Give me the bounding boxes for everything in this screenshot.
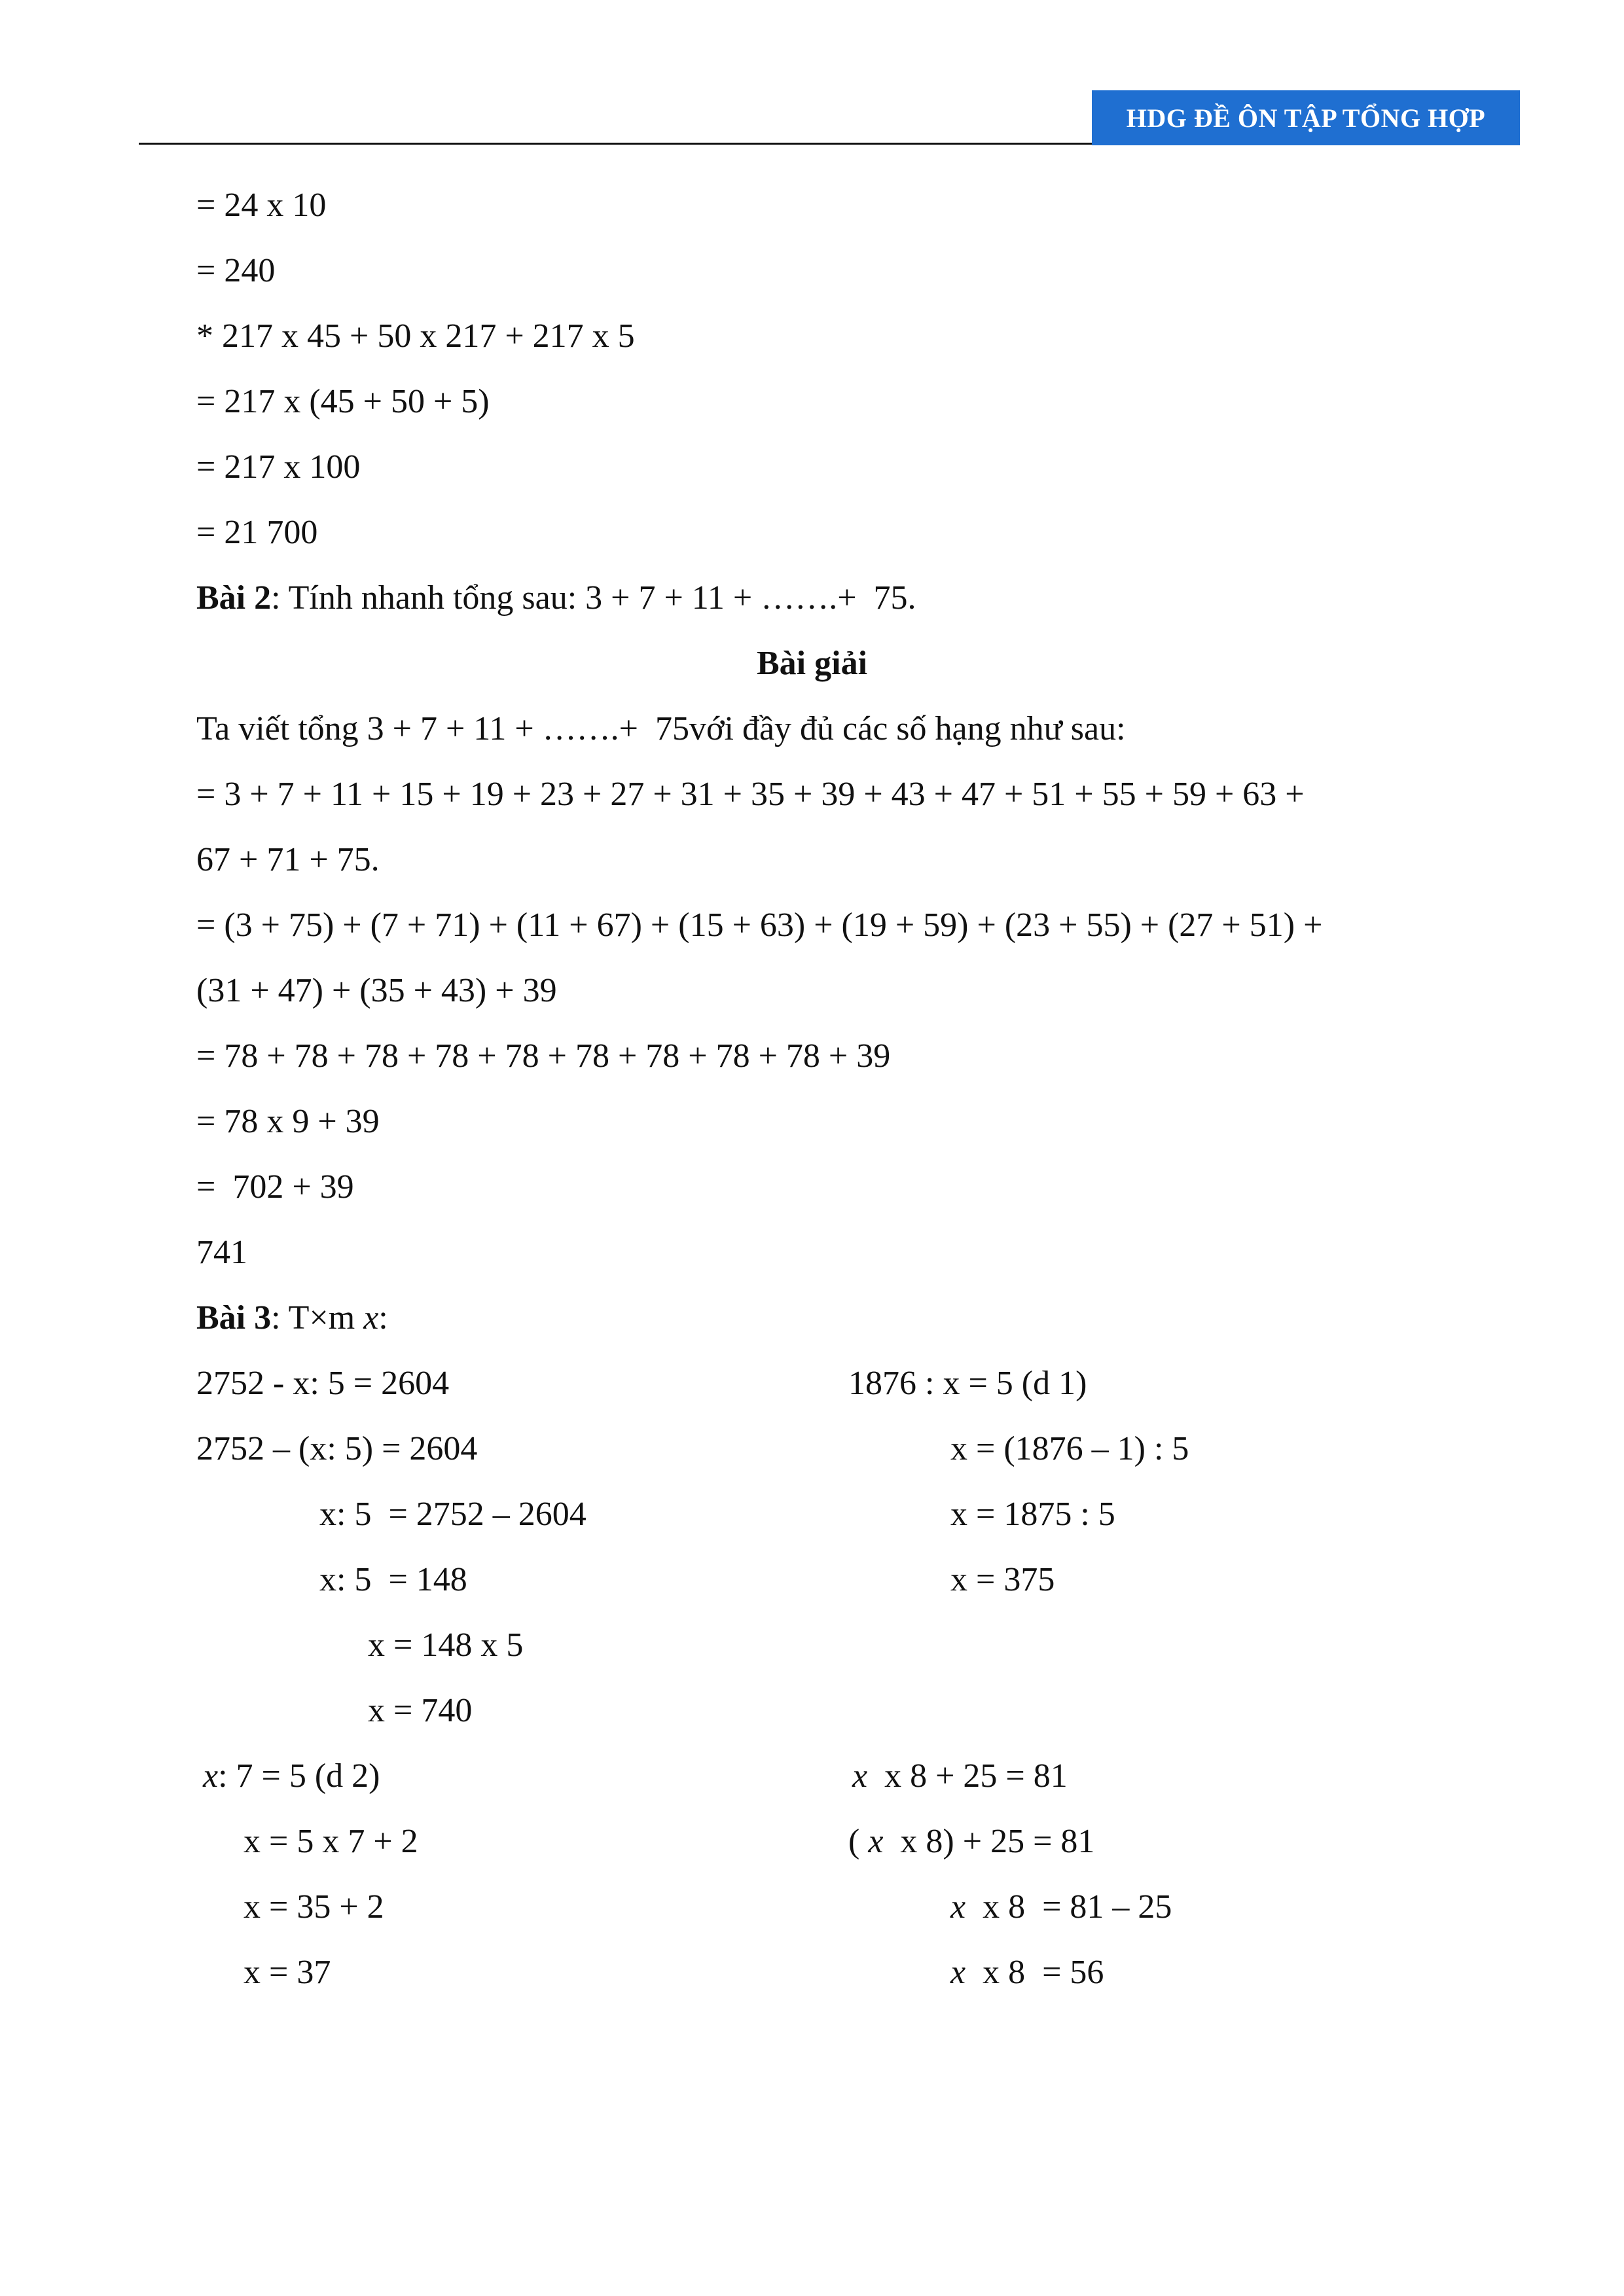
work-text: : 7 = 5 (d 2) xyxy=(218,1757,380,1795)
exercise-3-prompt: : T×m xyxy=(271,1299,364,1336)
header-badge: HDG ĐỀ ÔN TẬP TỔNG HỢP xyxy=(1092,90,1520,145)
work-text: x 8 + 25 = 81 xyxy=(867,1757,1068,1795)
work-line xyxy=(852,1755,1068,1797)
work-text: ( xyxy=(848,1823,869,1860)
solution-line: 741 xyxy=(196,1234,247,1271)
work-line: x: 5 = 2752 – 2604 xyxy=(319,1496,586,1533)
solution-line: = (3 + 75) + (7 + 71) + (11 + 67) + (15 + 63) + (19 + 59) + (23 + 55) + (27 + 51) + xyxy=(196,906,1323,944)
exercise-2-heading xyxy=(196,577,916,619)
work-line: x = 37 xyxy=(244,1954,331,1991)
calc-line: = 217 x 100 xyxy=(196,448,361,486)
work-line: 1876 : x = 5 (d 1) xyxy=(848,1365,1087,1402)
variable-x: x xyxy=(950,1888,966,1926)
work-line xyxy=(203,1755,380,1797)
work-line: 2752 - x: 5 = 2604 xyxy=(196,1365,450,1402)
solution-line: = 702 + 39 xyxy=(196,1168,354,1206)
solution-line: = 78 x 9 + 39 xyxy=(196,1103,380,1140)
work-text: x 8 = 81 – 25 xyxy=(965,1888,1172,1926)
work-line xyxy=(950,1952,1104,1994)
work-line: x = 148 x 5 xyxy=(368,1626,524,1664)
exercise-2-title: Bài 2 xyxy=(196,579,272,617)
work-line: x = 1875 : 5 xyxy=(950,1496,1115,1533)
work-line: x = 35 + 2 xyxy=(244,1888,384,1926)
work-line xyxy=(950,1886,1172,1928)
exercise-3-title: Bài 3 xyxy=(196,1299,272,1336)
work-line: x = 740 xyxy=(368,1692,473,1729)
solution-line: 67 + 71 + 75. xyxy=(196,841,380,878)
calc-line: = 240 xyxy=(196,252,276,289)
work-line: x = (1876 – 1) : 5 xyxy=(950,1430,1189,1467)
exercise-3-colon: : xyxy=(378,1299,388,1336)
work-line xyxy=(848,1821,1094,1863)
work-line: 2752 – (x: 5) = 2604 xyxy=(196,1430,478,1467)
work-text: x 8 = 56 xyxy=(965,1954,1104,1991)
exercise-3-heading xyxy=(196,1297,388,1339)
work-line: x = 375 xyxy=(950,1561,1055,1598)
work-line: x = 5 x 7 + 2 xyxy=(244,1823,418,1860)
variable-x: x xyxy=(363,1299,379,1336)
variable-x: x xyxy=(852,1757,868,1795)
solution-heading: Bài giải xyxy=(756,645,868,682)
solution-line: Ta viết tổng 3 + 7 + 11 + …….+ 75với đầy đủ các số hạng như sau: xyxy=(196,710,1126,747)
calc-line: * 217 x 45 + 50 x 217 + 217 x 5 xyxy=(196,317,635,355)
variable-x: x xyxy=(950,1954,966,1991)
work-line: x: 5 = 148 xyxy=(319,1561,467,1598)
calc-line: = 21 700 xyxy=(196,514,318,551)
calc-line: = 24 x 10 xyxy=(196,187,327,224)
calc-line: = 217 x (45 + 50 + 5) xyxy=(196,383,490,420)
variable-x: x xyxy=(203,1757,219,1795)
work-text: x 8) + 25 = 81 xyxy=(883,1823,1095,1860)
variable-x: x xyxy=(868,1823,884,1860)
solution-line: (31 + 47) + (35 + 43) + 39 xyxy=(196,972,557,1009)
exercise-2-prompt: : Tính nhanh tổng sau: 3 + 7 + 11 + …….+ 75. xyxy=(271,579,916,617)
solution-line: = 3 + 7 + 11 + 15 + 19 + 23 + 27 + 31 + 35 + 39 + 43 + 47 + 51 + 55 + 59 + 63 + xyxy=(196,776,1305,813)
solution-line: = 78 + 78 + 78 + 78 + 78 + 78 + 78 + 78 + 78 + 39 xyxy=(196,1037,891,1075)
